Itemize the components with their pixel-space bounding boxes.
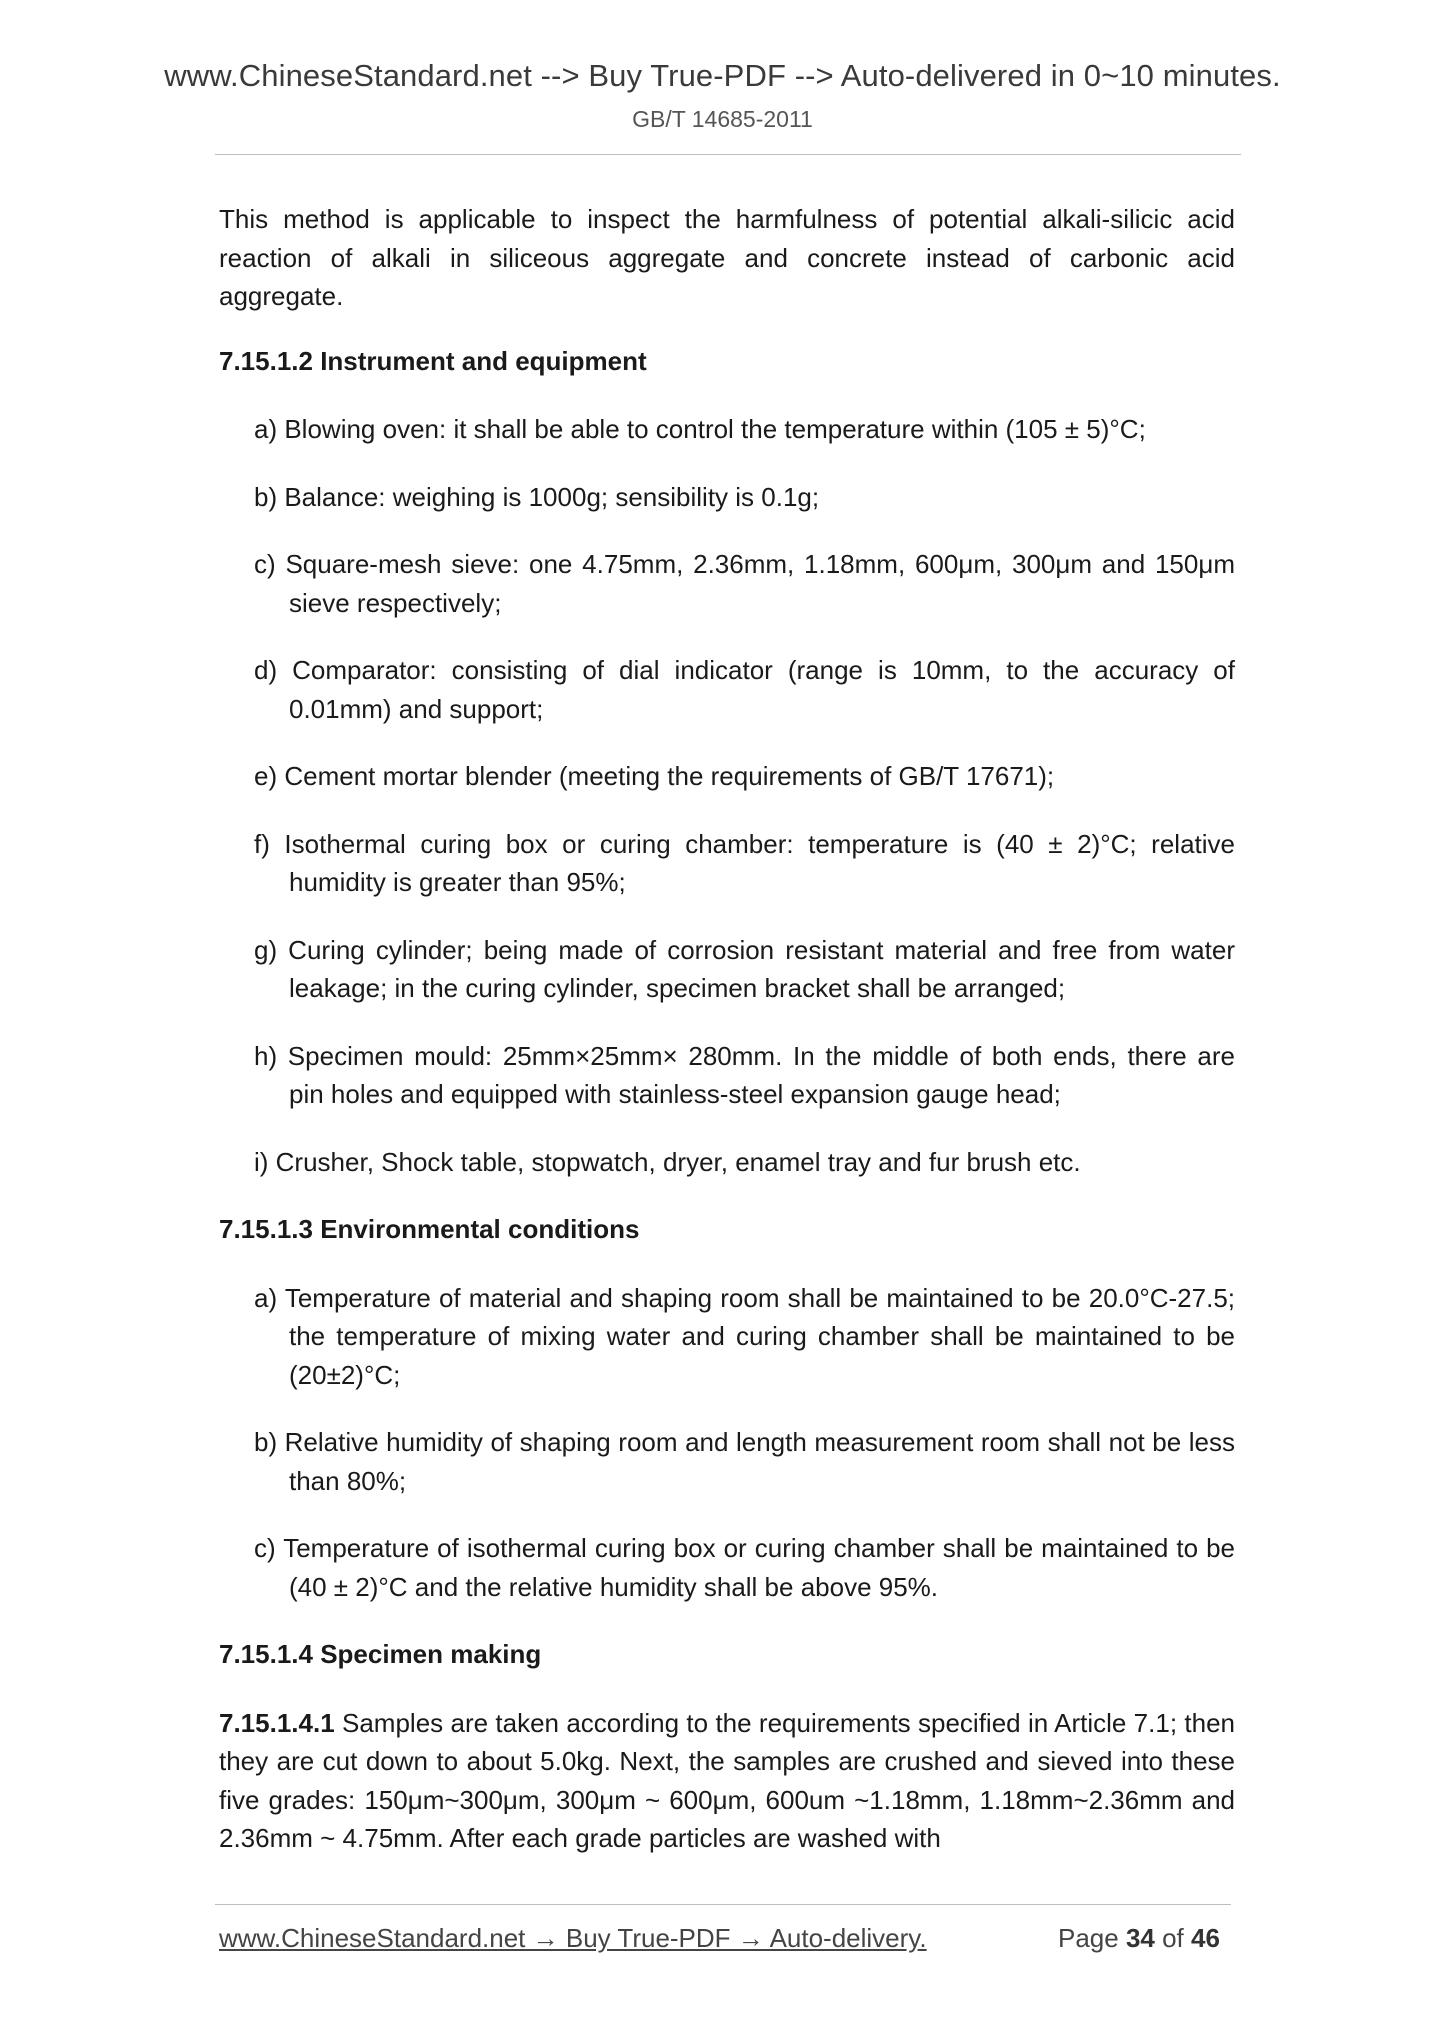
instrument-item-i: i) Crusher, Shock table, stopwatch, dryer, enamel tray and fur brush etc. [254, 1146, 1081, 1177]
heading-instrument-equipment: 7.15.1.2 Instrument and equipment [219, 345, 647, 376]
page-current: 34 [1125, 1923, 1155, 1953]
instrument-item-f: f) Isothermal curing box or curing chamber: temperature is (40 ± 2)°C; relative humidity is greater than 95%; [254, 828, 1235, 897]
page-of: of [1154, 1923, 1192, 1953]
header-banner[interactable]: www.ChineseStandard.net --> Buy True-PDF --> Auto-delivered in 0~10 minutes. [164, 58, 1281, 93]
environment-item-b: b) Relative humidity of shaping room and length measurement room shall not be less than 80%; [254, 1427, 1235, 1496]
specimen-clause [219, 1704, 1235, 1858]
instrument-item-d: d) Comparator: consisting of dial indicator (range is 10mm, to the accuracy of 0.01mm) and support; [254, 655, 1235, 724]
heading-environmental-conditions: 7.15.1.3 Environmental conditions [219, 1214, 640, 1244]
standard-number: GB/T 14685-2011 [632, 106, 813, 132]
instrument-item-g: g) Curing cylinder; being made of corrosion resistant material and free from water leakage; in the curing cylinder, specimen bracket shall be arranged; [254, 934, 1235, 1003]
footer-link[interactable]: www.ChineseStandard.net → Buy True-PDF → Auto-delivery. [219, 1923, 927, 1953]
page-total: 46 [1191, 1923, 1220, 1953]
environment-item-a: a) Temperature of material and shaping room shall be maintained to be 20.0°C-27.5; the temperature of mixing water and curing chamber shall be maintained to be (20±2)°C; [254, 1282, 1235, 1390]
environment-item-c: c) Temperature of isothermal curing box or curing chamber shall be maintained to be (40 ± 2)°C and the relative humidity shall be above 95%. [254, 1533, 1235, 1602]
page-indicator [1058, 1923, 1220, 1954]
instrument-item-c: c) Square-mesh sieve: one 4.75mm, 2.36mm, 1.18mm, 600μm, 300μm and 150μm sieve respectively; [254, 549, 1235, 618]
page-label: Page [1058, 1923, 1126, 1953]
instrument-item-e: e) Cement mortar blender (meeting the requirements of GB/T 17671); [254, 761, 1055, 791]
header-divider [215, 154, 1241, 155]
page-body [219, 200, 1235, 1884]
instrument-item-h: h) Specimen mould: 25mm×25mm× 280mm. In the middle of both ends, there are pin holes and equipped with stainless-steel expansion gauge head; [254, 1040, 1235, 1109]
footer-divider [215, 1904, 1231, 1905]
heading-specimen-making: 7.15.1.4 Specimen making [219, 1639, 542, 1669]
specimen-clause-text: Samples are taken according to the requirements specified in Article 7.1; then they are cut down to about 5.0kg. Next, the samples are crushed and sieved into these five grades: 150μm~300μm, 300μm ~ 600μm, 600um ~1.18mm, 1.18mm~2.36mm and 2.36mm ~ 4.75mm. After each grade particles are washed with [219, 1707, 1235, 1853]
specimen-clause-number: 7.15.1.4.1 [219, 1707, 335, 1738]
instrument-item-a: a) Blowing oven: it shall be able to control the temperature within (105 ± 5)°C; [254, 414, 1146, 444]
instrument-item-b: b) Balance: weighing is 1000g; sensibility is 0.1g; [254, 481, 820, 512]
intro-paragraph: This method is applicable to inspect the harmfulness of potential alkali-silicic acid reaction of alkali in siliceous aggregate and concrete instead of carbonic acid aggregate. [219, 204, 1235, 311]
